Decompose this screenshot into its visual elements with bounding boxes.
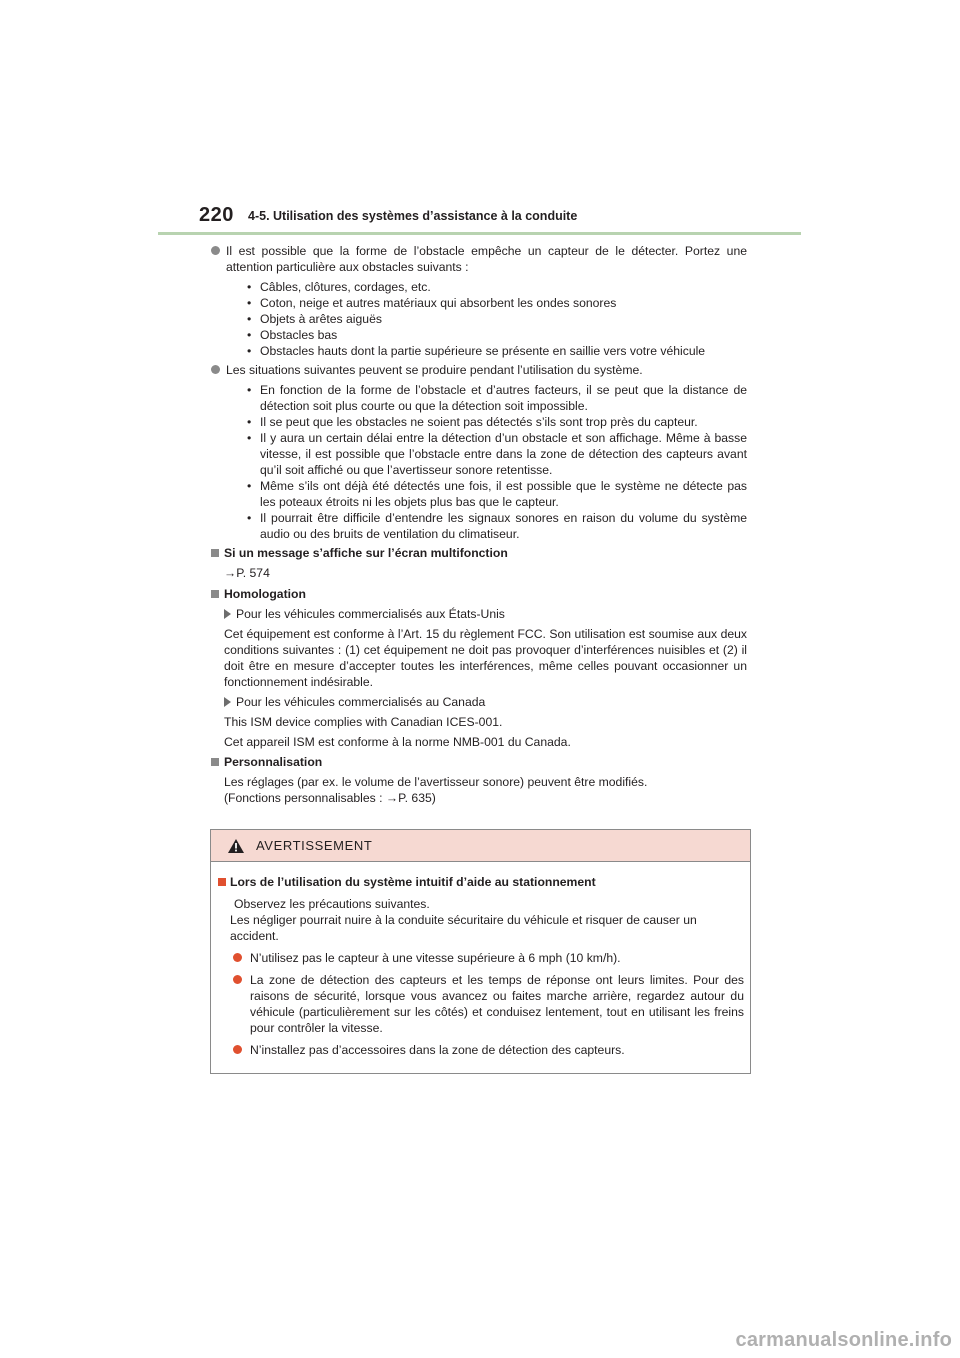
situation-list bbox=[247, 382, 747, 542]
ca-text-2: Cet appareil ISM est conforme à la norme NMB-001 du Canada. bbox=[224, 735, 571, 749]
warning-intro: Observez les précautions suivantes. Les négliger pourrait nuire à la conduite sécuritaire du véhicule et risquer de causer un accident. bbox=[230, 897, 697, 943]
list-item: • Câbles, clôtures, cordages, etc. bbox=[247, 280, 431, 294]
perso-line-2: (Fonctions personnalisables : →P. 635) bbox=[224, 791, 436, 805]
warning-bullet: N’utilisez pas le capteur à une vitesse supérieure à 6 mph (10 km/h). bbox=[233, 950, 744, 966]
bullet-dot-icon bbox=[211, 246, 220, 255]
heading-homologation: Homologation bbox=[211, 586, 747, 602]
warning-box bbox=[210, 829, 751, 1074]
bullet-dot-icon bbox=[233, 953, 242, 962]
warning-bullet: N’installez pas d’accessoires dans la zone de détection des capteurs. bbox=[233, 1042, 744, 1058]
triangle-right-icon bbox=[224, 697, 231, 707]
watermark: carmanualsonline.info bbox=[735, 1329, 952, 1351]
page-reference-link[interactable]: →P. 574 bbox=[224, 566, 270, 580]
us-text: Cet équipement est conforme à l’Art. 15 du règlement FCC. Son utilisation est soumise aux deux conditions suivantes : (1) cet équipement ne doit pas provoquer d’interférences nuisibles et (2) il doit être en mesure d’accepter toutes les interférences, même celles pouvant occasionner un fonctionnement indésirable. bbox=[224, 627, 747, 689]
bullet-dot-icon bbox=[211, 365, 220, 374]
main-content bbox=[211, 243, 747, 806]
warning-bullet: La zone de détection des capteurs et les temps de réponse ont leurs limites. Pour des raisons de sécurité, lorsque vous avancez ou faites marche arrière, regardez autour du véhicule (particulièrement sur les côtés) et conduisez lentement, tout en utilisant les freins pour contrôler la vitesse. bbox=[233, 972, 744, 1036]
list-item: • Il y aura un certain délai entre la détection d’un obstacle et son affichage. Même à basse vitesse, il est possible que l’obstacle entre dans la zone de détection des capteurs avant qu’il soit affiché ou que l’avertisseur sonore retentisse. bbox=[247, 431, 747, 477]
page-number: 220 bbox=[199, 204, 234, 226]
list-item: • En fonction de la forme de l’obstacle et d’autres facteurs, il se peut que la distance de détection soit plus courte ou que la détection soit impossible. bbox=[247, 383, 747, 413]
warning-body bbox=[218, 874, 744, 1064]
section-title: 4-5. Utilisation des systèmes d’assistance à la conduite bbox=[248, 209, 578, 223]
square-bullet-icon bbox=[211, 590, 219, 598]
list-item: • Obstacles bas bbox=[247, 328, 338, 342]
list-item: • Il pourrait être difficile d’entendre les signaux sonores en raison du volume du système audio ou des bruits de ventilation du climatiseur. bbox=[247, 511, 747, 541]
list-item: • Il se peut que les obstacles ne soient pas détectés s’ils sont trop près du capteur. bbox=[247, 415, 698, 429]
bullet-text: Il est possible que la forme de l’obstacle empêche un capteur de le détecter. Portez une attention particulière aux obstacles suivants : bbox=[226, 244, 747, 274]
ca-text-1: This ISM device complies with Canadian ICES-001. bbox=[224, 715, 503, 729]
list-item: • Même s’ils ont déjà été détectés une fois, il est possible que le système ne détecte pas les poteaux étroits ni les objets plus bas que le capteur. bbox=[247, 479, 747, 509]
list-item: • Obstacles hauts dont la partie supérieure se présente en saillie vers votre véhicule bbox=[247, 344, 706, 358]
warning-title: AVERTISSEMENT bbox=[256, 838, 373, 853]
bullet-dot-icon bbox=[233, 975, 242, 984]
header-rule bbox=[158, 232, 801, 235]
warning-header bbox=[211, 830, 750, 862]
bullet-situations bbox=[211, 362, 747, 542]
list-item: • Objets à arêtes aiguës bbox=[247, 312, 382, 326]
obstacle-list bbox=[247, 279, 747, 359]
warning-heading: Lors de l’utilisation du système intuitif d’aide au stationnement bbox=[218, 874, 744, 890]
square-bullet-icon bbox=[211, 549, 219, 557]
heading-personnalisation: Personnalisation bbox=[211, 754, 747, 770]
square-bullet-icon bbox=[211, 758, 219, 766]
bullet-text: Les situations suivantes peuvent se produire pendant l’utilisation du système. bbox=[226, 363, 643, 377]
warning-triangle-icon bbox=[227, 838, 245, 854]
us-label: Pour les véhicules commercialisés aux États-Unis bbox=[211, 606, 747, 622]
list-item: • Coton, neige et autres matériaux qui absorbent les ondes sonores bbox=[247, 296, 617, 310]
perso-line-1: Les réglages (par ex. le volume de l’avertisseur sonore) peuvent être modifiés. bbox=[224, 775, 648, 789]
bullet-obstacle-shape bbox=[211, 243, 747, 359]
bullet-dot-icon bbox=[233, 1045, 242, 1054]
heading-multifunction-message: Si un message s’affiche sur l’écran multifonction bbox=[211, 545, 747, 561]
ca-label: Pour les véhicules commercialisés au Canada bbox=[211, 694, 747, 710]
triangle-right-icon bbox=[224, 609, 231, 619]
square-bullet-icon bbox=[218, 878, 226, 886]
